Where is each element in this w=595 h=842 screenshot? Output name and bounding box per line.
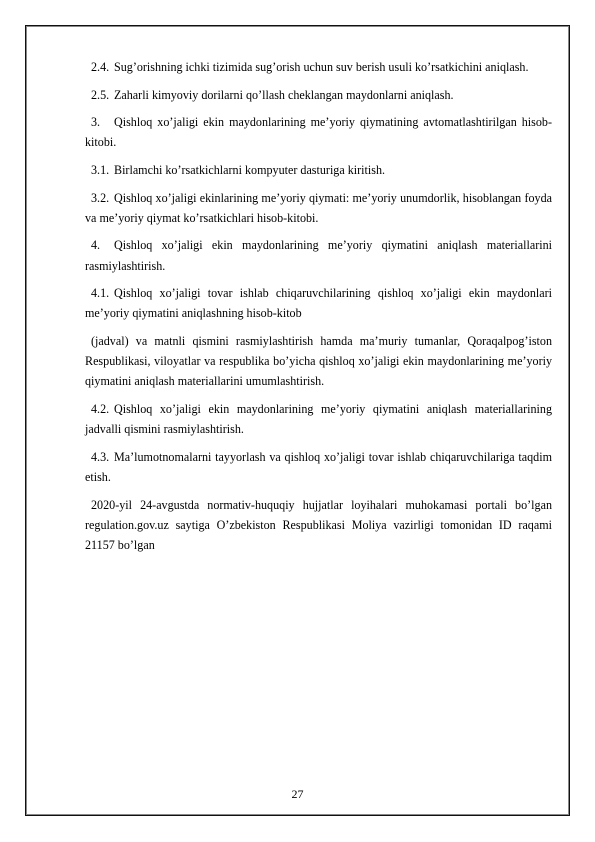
item-text: 2020-yil 24-avgustda normativ-huquqiy hujjatlar loyihalari muhokamasi portali bo’lgan regulation.gov.uz saytiga O’zbekiston Respublikasi Moliya vazirligi tomonidan ID raqami 21157 bo’lgan — [85, 497, 552, 552]
page-number: 27 — [291, 787, 304, 801]
document-body — [85, 57, 552, 563]
paragraph-regulation-note — [85, 495, 552, 556]
item-number: 4.3. — [91, 449, 110, 464]
item-number: 4. — [91, 238, 101, 253]
item-text: (jadval) va matnli qismini rasmiylashtirish hamda ma’muriy tumanlar, Qoraqalpog’iston Respublikasi, viloyatlar va respublika bo’yicha qishloq xo’jaligi ekin maydonlarining me’yoriy qiymatini aniqlash materiallarini umumlashtirish. — [85, 333, 552, 389]
item-text: Qishloq xo’jaligi ekinlarining me’yoriy qiymati: me’yoriy unumdorlik, hisoblangan foyda va me’yoriy qiymat ko’rsatkichlari hisob-kitobi. — [85, 190, 552, 225]
item-number: 3.2. — [91, 190, 110, 205]
paragraph-4-2 — [85, 399, 552, 439]
item-number: 3.1. — [91, 162, 110, 177]
paragraph-4 — [85, 235, 552, 275]
paragraph-2-5 — [85, 85, 552, 105]
paragraph-3-2 — [85, 188, 552, 228]
item-text: Qishloq xo’jaligi ekin maydonlarining me’yoriy qiymatini aniqlash materiallarining jadvalli qismini rasmiylashtirish. — [85, 401, 552, 437]
item-number: 2.5. — [91, 87, 110, 102]
item-text: Qishloq xo’jaligi tovar ishlab chiqaruvchilarining qishloq xo’jaligi ekin maydonlari me’yoriy qiymatini aniqlashning hisob-kitob — [85, 286, 552, 321]
paragraph-4-1-continued — [85, 331, 552, 392]
paragraph-4-1 — [85, 283, 552, 323]
paragraph-3-1 — [85, 160, 552, 180]
item-text: Qishloq xo’jaligi ekin maydonlarining me’yoriy qiymatini aniqlash materiallarini rasmiylashtirish. — [85, 238, 552, 273]
item-text: Sug’orishning ichki tizimida sug’orish uchun suv berish usuli ko’rsatkichini aniqlash. — [114, 60, 529, 74]
item-text: Qishloq xo’jaligi ekin maydonlarining me’yoriy qiymatining avtomatlashtirilgan hisob-kitobi. — [85, 115, 552, 150]
item-number: 4.1. — [91, 286, 110, 301]
item-text: Zaharli kimyoviy dorilarni qo’llash cheklangan maydonlarni aniqlash. — [114, 87, 454, 102]
item-number: 2.4. — [91, 60, 110, 74]
item-text: Birlamchi ko’rsatkichlarni kompyuter dasturiga kiritish. — [114, 162, 386, 177]
item-number: 4.2. — [91, 401, 110, 416]
paragraph-4-3 — [85, 447, 552, 487]
item-number: 3. — [91, 115, 101, 130]
item-text: Ma’lumotnomalarni tayyorlash va qishloq xo’jaligi tovar ishlab chiqaruvchilariga taqdim etish. — [85, 449, 552, 484]
paragraph-2-4 — [85, 57, 552, 77]
paragraph-3 — [85, 112, 552, 152]
